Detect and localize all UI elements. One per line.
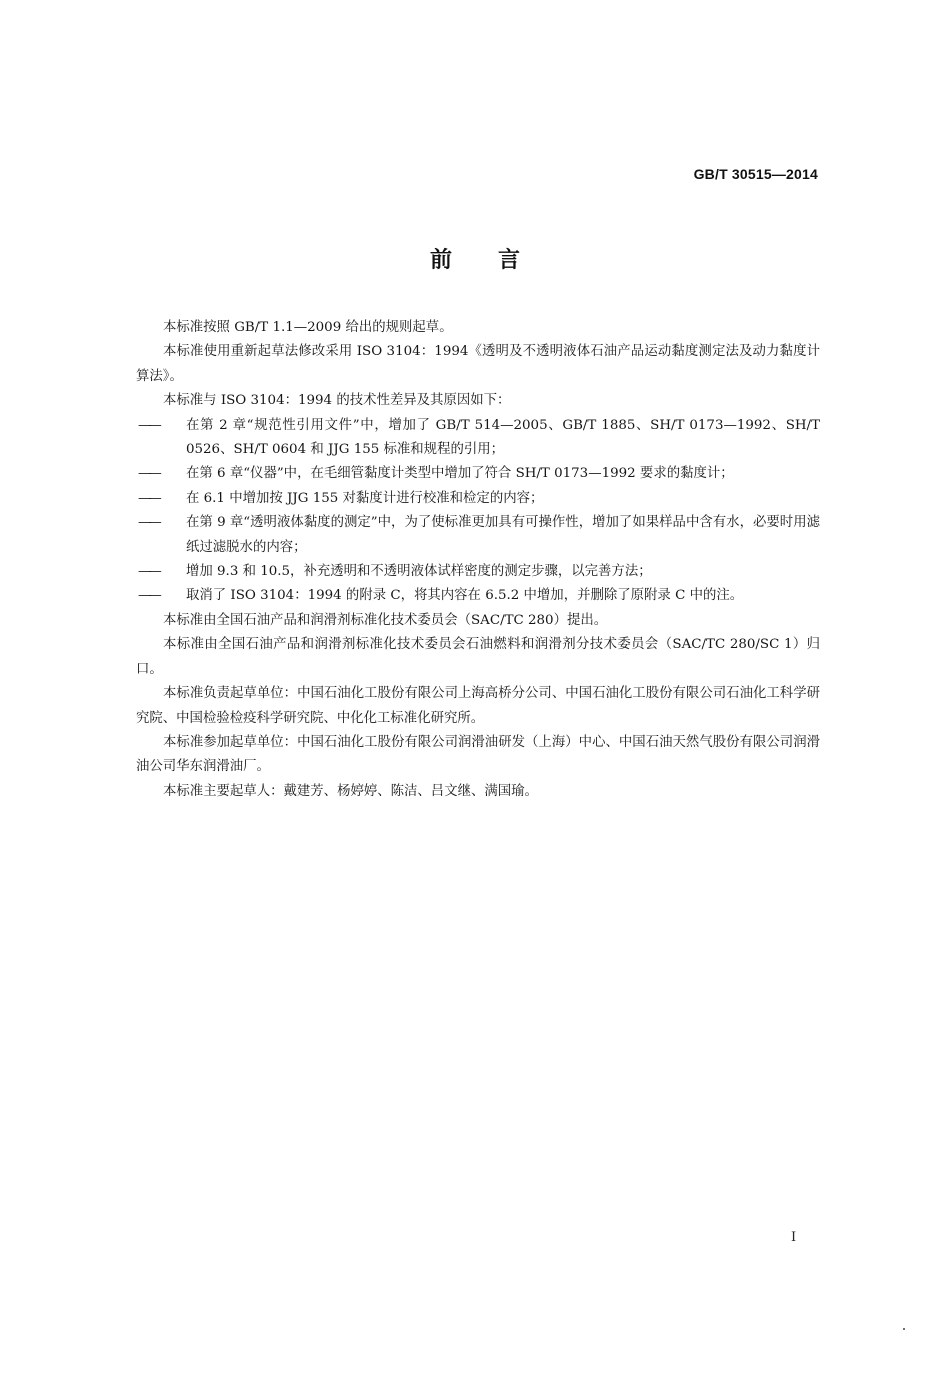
scan-speck bbox=[903, 1328, 905, 1330]
paragraph-adoption: 本标准使用重新起草法修改采用 ISO 3104：1994《透明及不透明液体石油产品运动黏度测定法及动力黏度计算法》。 bbox=[136, 344, 820, 384]
standard-code: GB/T 30515—2014 bbox=[693, 166, 818, 182]
list-item-text: 在 6.1 中增加按 JJG 155 对黏度计进行校准和检定的内容； bbox=[186, 490, 544, 506]
list-item bbox=[136, 487, 820, 511]
list-item-text: 增加 9.3 和 10.5，补充透明和不透明液体试样密度的测定步骤，以完善方法； bbox=[186, 564, 652, 580]
dash-marker: —— bbox=[138, 490, 159, 506]
foreword-body bbox=[136, 316, 820, 804]
list-item bbox=[136, 584, 820, 608]
dash-marker: —— bbox=[138, 417, 159, 433]
list-item-text: 取消了 ISO 3104：1994 的附录 C，将其内容在 6.5.2 中增加，并删除了原附录 C 中的注。 bbox=[186, 588, 744, 604]
differences-list bbox=[136, 414, 820, 609]
dash-marker: —— bbox=[138, 564, 159, 580]
list-item-text: 在第 2 章“规范性引用文件”中，增加了 GB/T 514—2005、GB/T 1885、SH/T 0173—1992、SH/T 0526、SH/T 0604 和 JJG 155 标准和规程的引用； bbox=[186, 417, 820, 458]
dash-marker: —— bbox=[138, 515, 159, 531]
paragraph-lead-drafters: 本标准负责起草单位：中国石油化工股份有限公司上海高桥分公司、中国石油化工股份有限公司石油化工科学研究院、中国检验检疫科学研究院、中化化工标准化研究所。 bbox=[136, 686, 820, 726]
list-item-text: 在第 9 章“透明液体黏度的测定”中，为了使标准更加具有可操作性，增加了如果样品中含有水，必要时用滤纸过滤脱水的内容； bbox=[186, 515, 820, 555]
list-item bbox=[136, 511, 820, 560]
list-item bbox=[136, 560, 820, 584]
list-item bbox=[136, 462, 820, 486]
paragraph-participating-drafters: 本标准参加起草单位：中国石油化工股份有限公司润滑油研发（上海）中心、中国石油天然气股份有限公司润滑油公司华东润滑油厂。 bbox=[136, 734, 820, 775]
page-title: 前言 bbox=[429, 248, 566, 273]
paragraph-under-jurisdiction: 本标准由全国石油产品和润滑剂标准化技术委员会石油燃料和润滑剂分技术委员会（SAC/TC 280/SC 1）归口。 bbox=[136, 637, 820, 677]
paragraph-proposed-by: 本标准由全国石油产品和润滑剂标准化技术委员会（SAC/TC 280）提出。 bbox=[163, 612, 608, 628]
dash-marker: —— bbox=[138, 466, 159, 482]
paragraph-drafting-rules: 本标准按照 GB/T 1.1—2009 给出的规则起草。 bbox=[163, 320, 453, 335]
list-item-text: 在第 6 章“仪器”中，在毛细管黏度计类型中增加了符合 SH/T 0173—1992 要求的黏度计； bbox=[186, 466, 734, 482]
dash-marker: —— bbox=[138, 588, 159, 604]
paragraph-main-drafters: 本标准主要起草人：戴建芳、杨婷婷、陈洁、吕文继、满国瑜。 bbox=[163, 783, 538, 799]
list-item bbox=[136, 414, 820, 463]
page-number: I bbox=[791, 1230, 797, 1245]
paragraph-differences-intro: 本标准与 ISO 3104：1994 的技术性差异及其原因如下： bbox=[163, 393, 511, 409]
